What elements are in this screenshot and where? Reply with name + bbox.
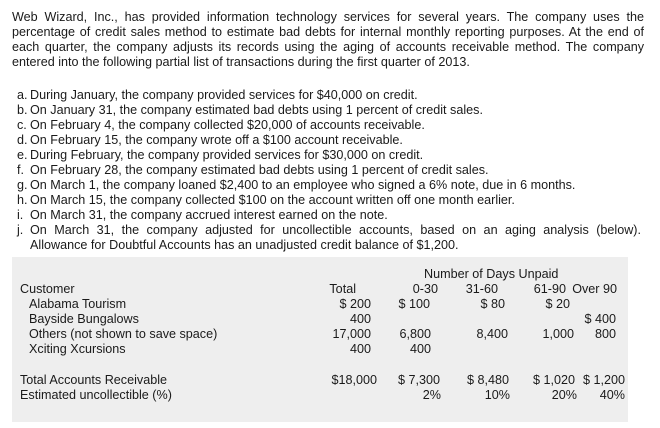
transaction-text: On March 15, the company collected $100 on the account written off one month earlier. — [30, 193, 515, 207]
total-ar-0-30: $ 7,300 — [397, 373, 440, 387]
customer-name: Bayside Bungalows — [29, 312, 139, 326]
transaction-text: On March 31, the company accrued interest earned on the note. — [30, 208, 388, 222]
customer-name: Xciting Xcursions — [29, 342, 126, 356]
cell-total: $ 200 — [339, 297, 371, 311]
header-31-60: 31-60 — [465, 282, 498, 296]
cell-31-60: $ 80 — [480, 297, 505, 311]
transaction-list — [17, 88, 641, 253]
pct-0-30: 2% — [422, 388, 441, 402]
cell-0-30: 400 — [409, 342, 431, 356]
pct-over-90: 40% — [599, 388, 625, 402]
transaction-item — [17, 148, 641, 163]
transaction-text: On February 28, the company estimated bad debts using 1 percent of credit sales. — [30, 163, 489, 177]
transaction-item — [17, 118, 641, 133]
header-total: Total — [329, 282, 356, 296]
transaction-label: h. — [17, 193, 28, 207]
transaction-text: During January, the company provided services for $40,000 on credit. — [30, 88, 418, 102]
customer-name: Alabama Tourism — [29, 297, 127, 311]
transaction-item — [17, 88, 641, 103]
transaction-text: On March 31, the company adjusted for uncollectible accounts, based on an aging analysis (below). Allowance for Doubtful Accounts has an unadjusted credit balance of $1,200. — [30, 223, 641, 252]
problem-intro: Web Wizard, Inc., has provided information technology services for several years. The company uses the percentage of credit sales method to estimate bad debts for internal monthly reporting purposes. At the end of each quarter, the company adjusts its records using the aging of accounts receivable method. The company entered into the following partial list of transactions during the first quarter of 2013. — [12, 10, 644, 69]
cell-61-90: 1,000 — [542, 327, 574, 341]
total-ar-total: $18,000 — [331, 373, 377, 387]
transaction-label: a. — [17, 88, 28, 102]
transaction-text: During February, the company provided services for $30,000 on credit. — [30, 148, 424, 162]
transaction-label: c. — [17, 118, 27, 132]
transaction-item — [17, 163, 641, 178]
transaction-label: f. — [17, 163, 24, 177]
transaction-label: e. — [17, 148, 28, 162]
transaction-label: j. — [17, 223, 24, 237]
transaction-label: i. — [17, 208, 24, 222]
total-ar-label: Total Accounts Receivable — [20, 373, 168, 387]
header-0-30: 0-30 — [412, 282, 438, 296]
cell-0-30: $ 100 — [398, 297, 430, 311]
days-unpaid-header: Number of Days Unpaid — [424, 267, 559, 281]
pct-31-60: 10% — [484, 388, 510, 402]
cell-31-60: 8,400 — [476, 327, 508, 341]
header-over-90: Over 90 — [572, 282, 617, 296]
total-ar-over-90: $ 1,200 — [582, 373, 625, 387]
total-ar-31-60: $ 8,480 — [466, 373, 509, 387]
cell-total: 400 — [349, 342, 371, 356]
transaction-text: On March 1, the company loaned $2,400 to an employee who signed a 6% note, due in 6 months. — [30, 178, 576, 192]
cell-total: 17,000 — [332, 327, 371, 341]
cell-over-90: 800 — [594, 327, 616, 341]
transaction-label: b. — [17, 103, 28, 117]
transaction-item — [17, 208, 641, 223]
header-customer: Customer — [20, 282, 75, 296]
transaction-text: On January 31, the company estimated bad debts using 1 percent of credit sales. — [30, 103, 483, 117]
transaction-text: On February 4, the company collected $20,000 of accounts receivable. — [30, 118, 425, 132]
transaction-label: d. — [17, 133, 28, 147]
header-61-90: 61-90 — [533, 282, 566, 296]
transaction-item — [17, 178, 641, 193]
customer-name: Others (not shown to save space) — [29, 327, 218, 341]
aging-table — [12, 257, 628, 422]
transaction-label: g. — [17, 178, 28, 192]
transaction-item — [17, 193, 641, 208]
total-ar-61-90: $ 1,020 — [532, 373, 575, 387]
estimated-uncollectible-label: Estimated uncollectible (%) — [20, 388, 172, 402]
cell-0-30: 6,800 — [399, 327, 431, 341]
transaction-text: On February 15, the company wrote off a $100 account receivable. — [30, 133, 403, 147]
pct-61-90: 20% — [551, 388, 577, 402]
transaction-item — [17, 223, 641, 253]
transaction-item — [17, 103, 641, 118]
transaction-item — [17, 133, 641, 148]
cell-total: 400 — [349, 312, 371, 326]
cell-over-90: $ 400 — [584, 312, 616, 326]
cell-61-90: $ 20 — [545, 297, 570, 311]
